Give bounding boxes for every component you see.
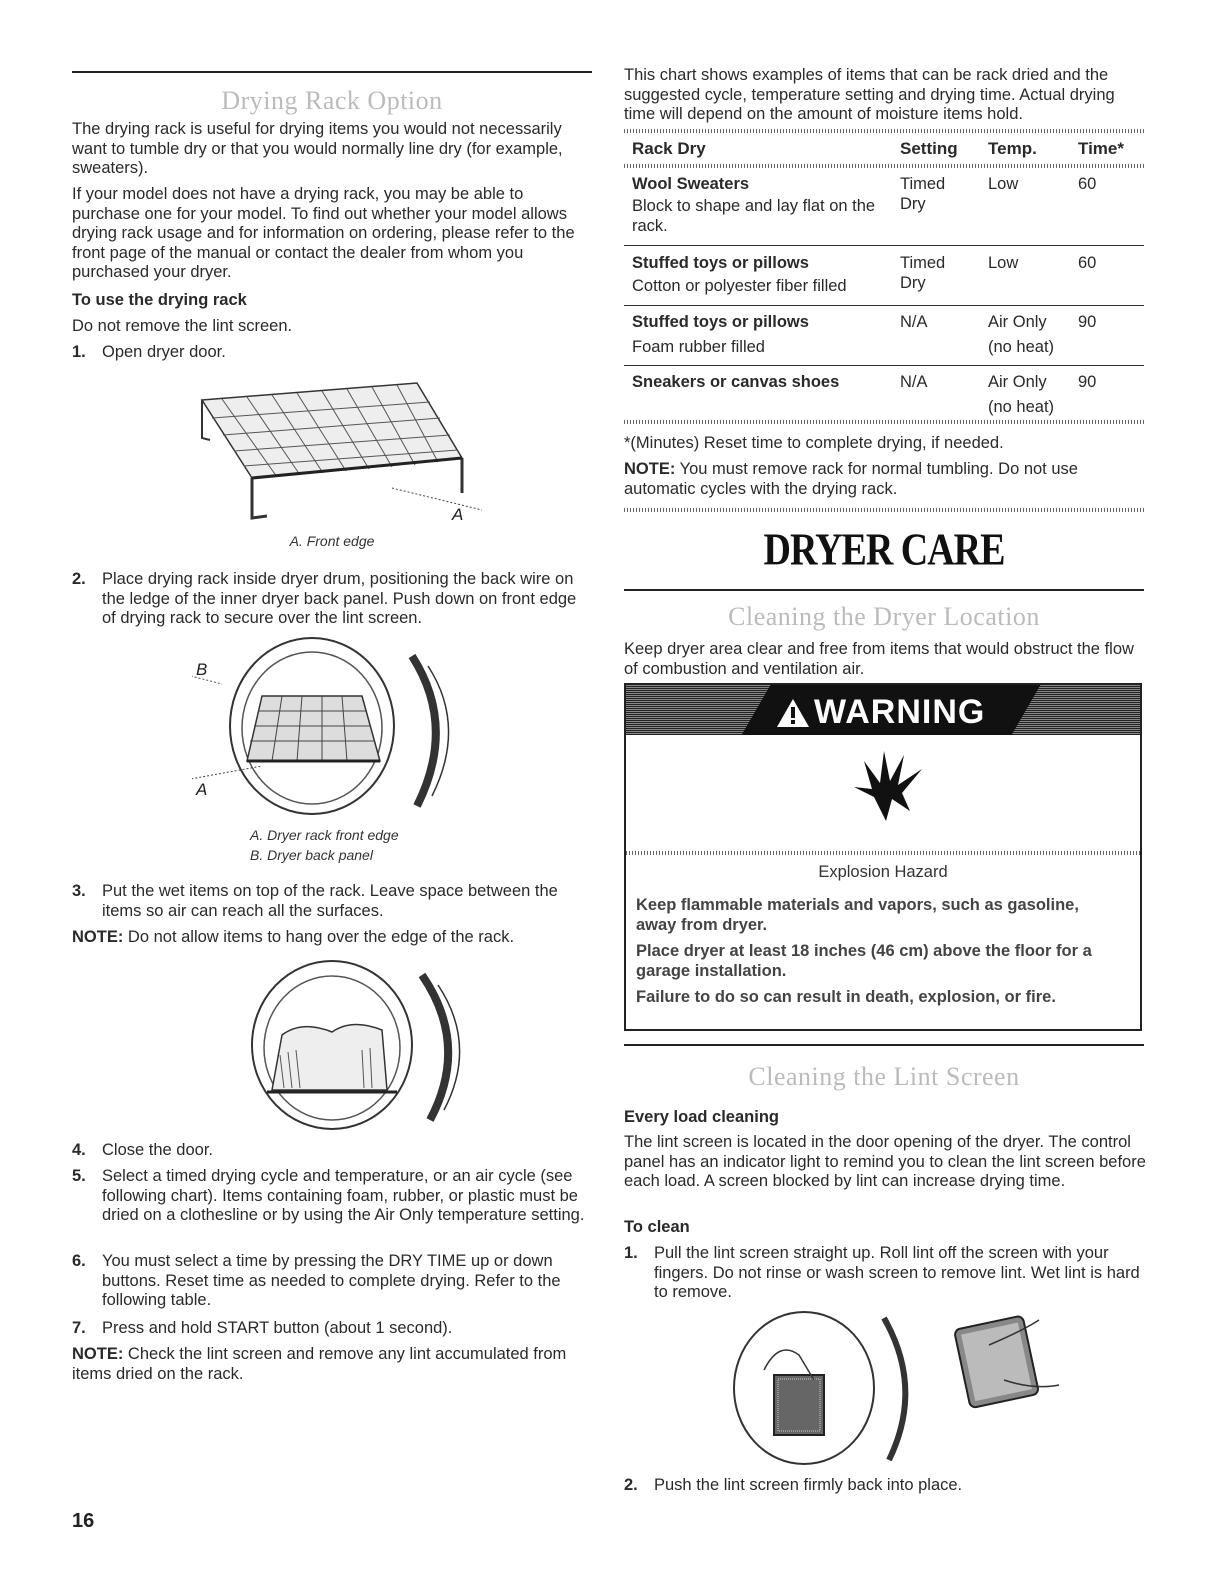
- page-number: 16: [72, 1510, 95, 1532]
- header-setting: Setting: [900, 139, 958, 158]
- step-text: You must select a time by pressing the DRY TIME up or down buttons. Reset time as needed to complete drying. Refer to the following table.: [102, 1252, 561, 1309]
- lint-screen-illustration: [724, 1310, 1064, 1465]
- row-temp: Air Only: [988, 373, 1047, 391]
- purchase-paragraph: If your model does not have a drying rack, you may be able to purchase one for your model. To find out whether your model allows drying rack usage and for information on ordering, please refer to the front page of the manual or contact the dealer from whom you purchased your dryer.: [72, 185, 575, 281]
- step-text: Place drying rack inside dryer drum, positioning the back wire on the ledge of the inner dryer back panel. Push down on front edge of drying rack to secure over the lint screen.: [102, 570, 577, 627]
- warning-line-3: Failure to do so can result in death, explosion, or fire.: [636, 988, 1056, 1006]
- to-clean-heading: To clean: [624, 1218, 690, 1236]
- drying-rack-illustration: [192, 378, 492, 528]
- hazard-title: Explosion Hazard: [818, 863, 948, 881]
- note-label: NOTE:: [72, 928, 124, 946]
- header-rack-dry: Rack Dry: [632, 139, 706, 158]
- section-rule: [624, 1044, 1144, 1046]
- row-temp: Low: [988, 254, 1019, 272]
- table-footnote: *(Minutes) Reset time to complete drying, if needed.: [624, 434, 1004, 452]
- row-setting: Timed: [900, 175, 946, 193]
- section-rule: [624, 589, 1144, 591]
- warning-triangle-icon: [776, 698, 810, 728]
- row-time: 60: [1078, 175, 1097, 193]
- step-number: 1.: [624, 1244, 638, 1262]
- note-label: NOTE:: [624, 460, 676, 478]
- row-divider: [624, 365, 1144, 366]
- figure1-label-a: A: [452, 505, 464, 524]
- note-text: Check the lint screen and remove any lint accumulated from items dried on the rack.: [72, 1345, 567, 1383]
- every-load-paragraph: The lint screen is located in the door opening of the dryer. The control panel has an indicator light to remind you to clean the lint screen before each load. A screen blocked by lint can increase drying time.: [624, 1133, 1146, 1190]
- chart-intro: This chart shows examples of items that can be rack dried and the suggested cycle, temperature setting and drying time. Actual drying time will depend on the amount of moisture items hold.: [624, 66, 1115, 123]
- lint-note: Do not remove the lint screen.: [72, 317, 293, 335]
- section-title-lint: Cleaning the Lint Screen: [748, 1062, 1020, 1091]
- note-lint-check: [72, 1345, 592, 1384]
- main-heading: DRYER CARE: [763, 524, 1005, 576]
- row-desc: Block to shape and lay flat on the rack.: [632, 197, 876, 235]
- warning-banner-text: WARNING: [814, 693, 986, 731]
- row-temp: Air Only: [988, 313, 1047, 331]
- section-title-location: Cleaning the Dryer Location: [728, 602, 1040, 631]
- step-text: Put the wet items on top of the rack. Leave space between the items so air can reach all the surfaces.: [102, 882, 558, 920]
- row-item: Stuffed toys or pillows: [632, 254, 809, 272]
- table-top-rule: [624, 129, 1144, 133]
- row-time: 90: [1078, 373, 1097, 391]
- table-header-rule: [624, 164, 1144, 168]
- every-load-heading: Every load cleaning: [624, 1108, 779, 1126]
- warning-banner: [626, 685, 1140, 735]
- table-bottom-rule: [624, 420, 1144, 424]
- row-time: 90: [1078, 313, 1097, 331]
- figure2-caption-b: B. Dryer back panel: [250, 847, 373, 863]
- row-divider: [624, 305, 1144, 306]
- row-temp-2: (no heat): [988, 398, 1055, 416]
- row-item: Wool Sweaters: [632, 175, 750, 193]
- row-setting: N/A: [900, 373, 928, 391]
- note-label: NOTE:: [72, 1345, 124, 1363]
- figure1-caption: A. Front edge: [289, 533, 375, 549]
- row-temp: Low: [988, 175, 1019, 193]
- row-desc: Cotton or polyester fiber filled: [632, 277, 847, 295]
- note-text: You must remove rack for normal tumbling. Do not use automatic cycles with the drying rack.: [624, 460, 1078, 498]
- step-text: Press and hold START button (about 1 second).: [102, 1319, 453, 1337]
- header-time: Time*: [1078, 139, 1124, 158]
- row-divider: [624, 245, 1144, 246]
- step-number: 4.: [72, 1141, 86, 1159]
- row-setting: Timed: [900, 254, 946, 272]
- row-item: Sneakers or canvas shoes: [632, 373, 840, 391]
- step-text: Pull the lint screen straight up. Roll lint off the screen with your fingers. Do not rinse or wash screen to remove lint. Wet lint is hard to remove.: [654, 1244, 1140, 1301]
- section-rule: [72, 71, 592, 73]
- row-desc: Foam rubber filled: [632, 338, 765, 356]
- step-number: 7.: [72, 1319, 86, 1337]
- step-text: Open dryer door.: [102, 343, 226, 361]
- section-title-drying-rack: Drying Rack Option: [221, 86, 443, 115]
- step-number: 1.: [72, 343, 86, 361]
- rack-in-drum-illustration: [192, 636, 492, 816]
- step-number: 6.: [72, 1252, 86, 1270]
- step-number: 2.: [72, 570, 86, 588]
- location-paragraph: Keep dryer area clear and free from items that would obstruct the flow of combustion and ventilation air.: [624, 640, 1134, 678]
- divider-dotted: [624, 508, 1144, 512]
- warning-box: [624, 683, 1142, 1031]
- step-number: 5.: [72, 1167, 86, 1185]
- note-overhang: [72, 928, 592, 948]
- step-number: 3.: [72, 882, 86, 900]
- row-time: 60: [1078, 254, 1097, 272]
- explosion-icon: [846, 749, 926, 821]
- step-text: Select a timed drying cycle and temperature, or an air cycle (see following chart). Items containing foam, rubber, or plastic must be dried on a clothesline or by using the Air Only temperature setting.: [102, 1167, 585, 1224]
- row-item: Stuffed toys or pillows: [632, 313, 809, 331]
- figure2-label-a: A: [196, 780, 208, 799]
- row-setting-2: Dry: [900, 195, 926, 213]
- row-setting: N/A: [900, 313, 928, 331]
- step-text: Close the door.: [102, 1141, 213, 1159]
- items-on-rack-illustration: [222, 960, 502, 1130]
- row-temp-2: (no heat): [988, 338, 1055, 356]
- step-number: 2.: [624, 1476, 638, 1494]
- note-text: Do not allow items to hang over the edge of the rack.: [123, 928, 515, 946]
- warning-line-1: Keep flammable materials and vapors, such as gasoline, away from dryer.: [636, 896, 1079, 934]
- header-temp: Temp.: [988, 139, 1037, 158]
- figure2-label-b: B: [196, 660, 208, 679]
- figure2-caption-a: A. Dryer rack front edge: [250, 827, 399, 843]
- step-text: Push the lint screen firmly back into place.: [654, 1476, 963, 1494]
- note-remove-rack: [624, 460, 1149, 499]
- warning-line-2: Place dryer at least 18 inches (46 cm) above the floor for a garage installation.: [636, 942, 1092, 980]
- intro-paragraph: The drying rack is useful for drying items you would not necessarily want to tumble dry or that you would normally line dry (for example, sweaters).: [72, 120, 563, 177]
- use-rack-heading: To use the drying rack: [72, 291, 247, 309]
- row-setting-2: Dry: [900, 274, 926, 292]
